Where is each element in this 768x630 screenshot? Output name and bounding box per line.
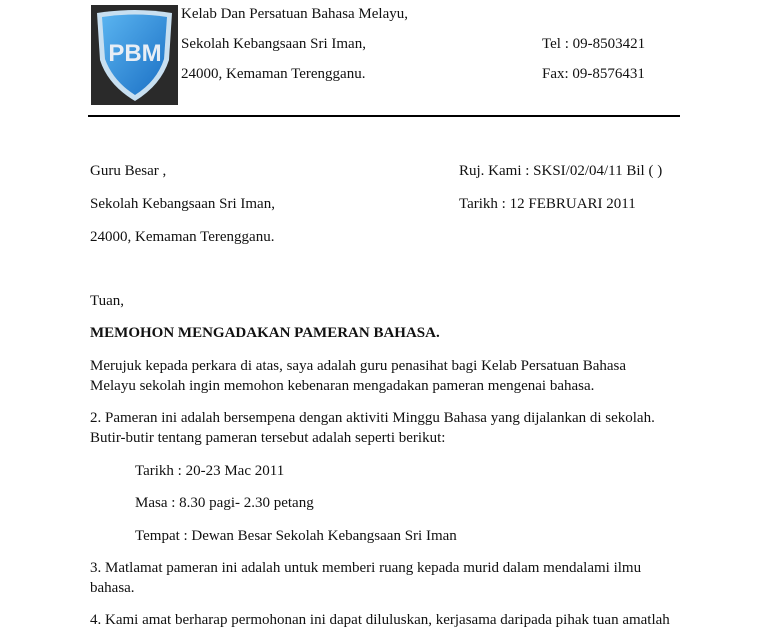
paragraph-3-line-2: bahasa. xyxy=(90,580,135,596)
paragraph-3-line-1: 3. Matlamat pameran ini adalah untuk memberi ruang kepada murid dalam mendalami ilmu xyxy=(90,560,642,576)
detail-time: Masa : 8.30 pagi- 2.30 petang xyxy=(135,495,314,511)
fax: Fax: 09-8576431 xyxy=(542,66,645,82)
recipient-address: 24000, Kemaman Terengganu. xyxy=(90,229,275,245)
shield-logo-icon xyxy=(91,5,178,105)
org-school: Sekolah Kebangsaan Sri Iman, xyxy=(181,36,366,52)
detail-date: Tarikh : 20-23 Mac 2011 xyxy=(135,463,285,479)
header-divider xyxy=(88,115,680,117)
recipient-school: Sekolah Kebangsaan Sri Iman, xyxy=(90,196,275,212)
paragraph-1-line-2: Melayu sekolah ingin memohon kebenaran mengadakan pameran mengenai bahasa. xyxy=(90,378,595,394)
org-address: 24000, Kemaman Terengganu. xyxy=(181,66,366,82)
paragraph-2-line-2: Butir-butir tentang pameran tersebut adalah seperti berikut: xyxy=(90,430,446,446)
reference-number: Ruj. Kami : SKSI/02/04/11 Bil ( ) xyxy=(459,163,663,179)
club-logo xyxy=(91,5,178,105)
org-name: Kelab Dan Persatuan Bahasa Melayu, xyxy=(181,6,409,22)
logo-text: PBM xyxy=(108,40,162,67)
telephone: Tel : 09-8503421 xyxy=(542,36,646,52)
paragraph-4-line-1: 4. Kami amat berharap permohonan ini dapat diluluskan, kerjasama daripada pihak tuan amatlah xyxy=(90,612,670,628)
letter-date: Tarikh : 12 FEBRUARI 2011 xyxy=(459,196,636,212)
salutation: Tuan, xyxy=(90,293,125,309)
detail-venue: Tempat : Dewan Besar Sekolah Kebangsaan Sri Iman xyxy=(135,528,457,544)
paragraph-2-line-1: 2. Pameran ini adalah bersempena dengan aktiviti Minggu Bahasa yang dijalankan di sekolah. xyxy=(90,410,655,426)
subject: MEMOHON MENGADAKAN PAMERAN BAHASA. xyxy=(90,325,440,341)
paragraph-1-line-1: Merujuk kepada perkara di atas, saya adalah guru penasihat bagi Kelab Persatuan Bahasa xyxy=(90,358,627,374)
recipient-title: Guru Besar , xyxy=(90,163,167,179)
